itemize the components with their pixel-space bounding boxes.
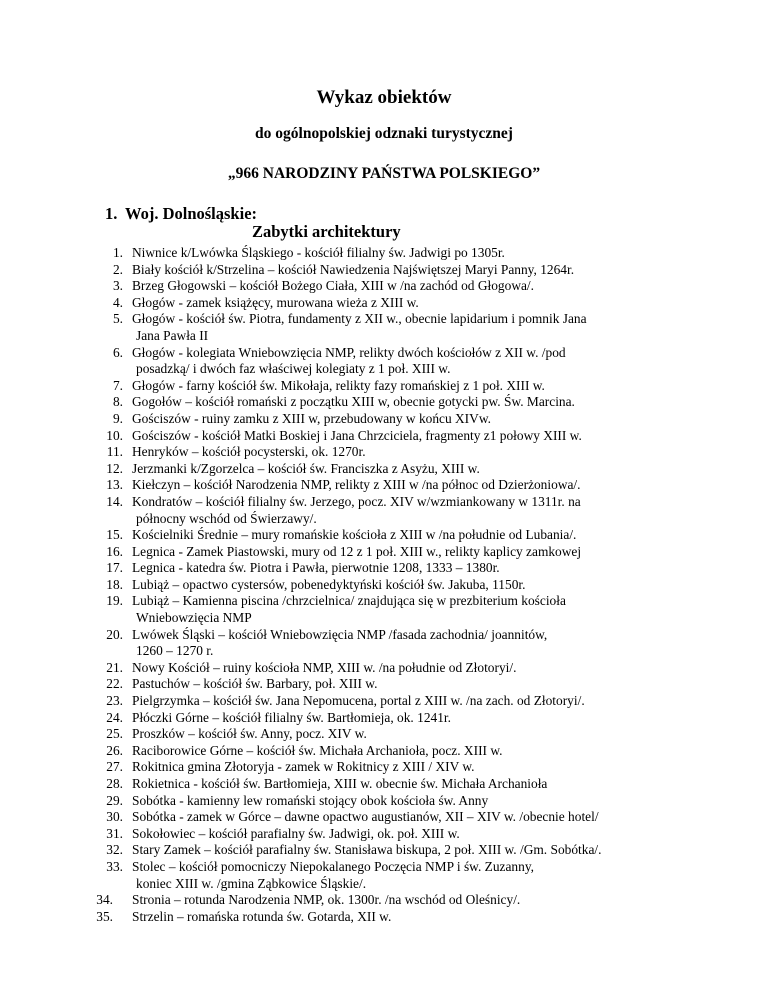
list-item — [0, 278, 768, 295]
list-item-number: 29. — [106, 792, 123, 808]
list-item-line: Sobótka - kamienny lew romański stojący obok kościoła św. Anny — [132, 792, 489, 808]
list-item — [0, 394, 768, 411]
list-item — [0, 577, 768, 594]
list-item-line: Stolec – kościół pomocniczy Niepokalanego Poczęcia NMP i św. Zuzanny, — [132, 858, 534, 874]
document-title: Wykaz obiektów — [316, 87, 452, 108]
list-item-number: 30. — [106, 809, 123, 825]
list-item-text — [132, 544, 732, 561]
list-item — [0, 776, 768, 793]
list-item-line: Kiełczyn – kościół Narodzenia NMP, relikty z XIII w /na północ od Dzierżoniowa/. — [132, 477, 581, 493]
list-item-number: 28. — [106, 776, 123, 791]
badge-name-quote: „966 NARODZINY PAŃSTWA POLSKIEGO” — [227, 165, 541, 182]
list-item-number: 31. — [106, 825, 123, 841]
list-item-line: Głogów - kościół św. Piotra, fundamenty z XII w., obecnie lapidarium i pomnik Jana — [132, 311, 587, 327]
list-item-number: 4. — [112, 294, 123, 310]
list-item-line: Płóczki Górne – kościół filialny św. Bartłomieja, ok. 1241r. — [132, 709, 451, 725]
list-item-line: Niwnice k/Lwówka Śląskiego - kościół filialny św. Jadwigi po 1305r. — [132, 245, 505, 260]
list-item — [0, 809, 768, 826]
list-item-number: 8. — [112, 394, 123, 410]
list-item-line: Raciborowice Górne – kościół św. Michała Archanioła, pocz. XIII w. — [132, 742, 503, 758]
list-item-number: 7. — [112, 377, 123, 393]
list-item-number: 33. — [106, 858, 123, 874]
list-item — [0, 544, 768, 561]
list-item-number: 35. — [96, 908, 113, 924]
list-item-number: 21. — [106, 659, 123, 675]
list-item-number: 18. — [106, 576, 123, 592]
list-item-text — [132, 809, 732, 826]
list-item — [0, 262, 768, 279]
list-item-number: 19. — [106, 593, 123, 609]
list-item — [0, 726, 768, 743]
list-item-text — [132, 627, 732, 660]
list-item-line: Biały kościół k/Strzelina – kościół Nawiedzenia Najświętszej Maryi Panny, 1264r. — [132, 261, 575, 277]
list-item-text — [132, 859, 732, 892]
list-item-line: 1260 – 1270 r. — [136, 643, 214, 659]
list-item-line: koniec XIII w. /gmina Ząbkowice Śląskie/. — [136, 875, 367, 891]
list-item-line: Stronia – rotunda Narodzenia NMP, ok. 1300r. /na wschód od Oleśnicy/. — [132, 892, 521, 908]
list-item-text — [132, 394, 732, 411]
list-item-number: 32. — [106, 842, 123, 858]
list-item-line: Głogów - zamek książęcy, murowana wieża z XIII w. — [132, 294, 419, 310]
list-item-number: 11. — [106, 444, 123, 460]
list-item-text — [132, 892, 732, 909]
list-item — [0, 909, 768, 926]
list-item-text — [132, 726, 732, 743]
list-item-text — [132, 693, 732, 710]
list-item-number: 16. — [106, 543, 123, 559]
list-item — [0, 411, 768, 428]
list-item — [0, 710, 768, 727]
list-item — [0, 676, 768, 693]
list-item-line: Jana Pawła II — [136, 327, 209, 343]
category-heading: Zabytki architektury — [252, 222, 401, 241]
list-item — [0, 660, 768, 677]
list-item-number: 6. — [112, 344, 123, 360]
section-name: Woj. Dolnośląskie: — [125, 204, 258, 223]
list-item-line: Kościelniki Średnie – mury romańskie kościoła z XIII w /na południe od Lubania/. — [132, 527, 577, 543]
list-item-line: północny wschód od Świerzawy/. — [136, 510, 317, 526]
list-item-number: 12. — [106, 460, 123, 476]
list-item — [0, 627, 768, 660]
list-item-number: 25. — [106, 726, 123, 742]
list-item-number: 27. — [106, 759, 123, 775]
list-item-text — [132, 776, 732, 793]
list-item-number: 20. — [106, 626, 123, 642]
list-item-line: Sokołowiec – kościół parafialny św. Jadwigi, ok. poł. XIII w. — [132, 825, 460, 841]
list-item-line: Jerzmanki k/Zgorzelca – kościół św. Franciszka z Asyżu, XIII w. — [132, 460, 480, 476]
list-item-text — [132, 710, 732, 727]
list-item-text — [132, 676, 732, 693]
list-item-line: Strzelin – romańska rotunda św. Gotarda, XII w. — [132, 908, 392, 924]
list-item — [0, 345, 768, 378]
list-item-text — [132, 345, 732, 378]
list-item-line: Głogów - kolegiata Wniebowzięcia NMP, relikty dwóch kościołów z XII w. /pod — [132, 344, 566, 360]
list-item-line: Wniebowzięcia NMP — [136, 610, 252, 626]
list-item-text — [132, 577, 732, 594]
list-item-text — [132, 262, 732, 279]
list-item-number: 3. — [112, 278, 123, 294]
list-item-text — [132, 295, 732, 312]
list-item-line: Sobótka - zamek w Górce – dawne opactwo augustianów, XII – XIV w. /obecnie hotel/ — [132, 809, 599, 825]
list-item-number: 10. — [106, 427, 123, 443]
list-item — [0, 378, 768, 395]
section-heading — [105, 204, 257, 224]
list-item-line: Proszków – kościół św. Anny, pocz. XIV w. — [132, 726, 367, 742]
list-item — [0, 494, 768, 527]
list-item-number: 1. — [112, 245, 123, 260]
list-item-text — [132, 593, 732, 626]
list-item — [0, 428, 768, 445]
list-item-number: 34. — [96, 892, 113, 908]
object-list — [0, 245, 768, 925]
list-item — [0, 759, 768, 776]
list-item-line: Legnica - katedra św. Piotra i Pawła, pierwotnie 1208, 1333 – 1380r. — [132, 560, 500, 576]
list-item — [0, 793, 768, 810]
list-item-line: posadzką/ i dwóch faz właściwej kolegiaty z 1 poł. XIII w. — [136, 361, 451, 377]
list-item-number: 5. — [112, 311, 123, 327]
document-subtitle: do ogólnopolskiej odznaki turystycznej — [255, 125, 513, 142]
list-item — [0, 859, 768, 892]
list-item-text — [132, 311, 732, 344]
list-item-text — [132, 444, 732, 461]
list-item-line: Rokietnica - kościół św. Bartłomieja, XIII w. obecnie św. Michała Archanioła — [132, 776, 548, 791]
list-item-line: Pielgrzymka – kościół św. Jana Nepomucena, portal z XIII w. /na zach. od Złotoryi/. — [132, 693, 585, 709]
list-item-text — [132, 759, 732, 776]
list-item-line: Gościszów - kościół Matki Boskiej i Jana Chrzciciela, fragmenty z1 połowy XIII w. — [132, 427, 582, 443]
list-item-text — [132, 378, 732, 395]
list-item-number: 26. — [106, 742, 123, 758]
list-item-line: Głogów - farny kościół św. Mikołaja, relikty fazy romańskiej z 1 poł. XIII w. — [132, 377, 545, 393]
list-item-line: Gościszów - ruiny zamku z XIII w, przebudowany w końcu XIVw. — [132, 410, 491, 426]
list-item — [0, 560, 768, 577]
list-item — [0, 311, 768, 344]
list-item-line: Rokitnica gmina Złotoryja - zamek w Rokitnicy z XIII / XIV w. — [132, 759, 475, 775]
list-item — [0, 892, 768, 909]
list-item — [0, 826, 768, 843]
list-item-number: 24. — [106, 709, 123, 725]
list-item-line: Pastuchów – kościół św. Barbary, poł. XIII w. — [132, 676, 378, 692]
list-item-text — [132, 428, 732, 445]
list-item-text — [132, 660, 732, 677]
list-item — [0, 743, 768, 760]
list-item-number: 23. — [106, 693, 123, 709]
list-item-number: 2. — [112, 261, 123, 277]
list-item-line: Lubiąż – opactwo cystersów, pobenedyktyński kościół św. Jakuba, 1150r. — [132, 576, 526, 592]
list-item-text — [132, 842, 732, 859]
list-item-text — [132, 909, 732, 926]
list-item-text — [132, 793, 732, 810]
list-item-line: Henryków – kościół pocysterski, ok. 1270r. — [132, 444, 366, 460]
list-item-line: Lubiąż – Kamienna piscina /chrzcielnica/ znajdująca się w prezbiterium kościoła — [132, 593, 566, 609]
list-item-number: 9. — [112, 410, 123, 426]
list-item-number: 15. — [106, 527, 123, 543]
list-item-text — [132, 826, 732, 843]
list-item-text — [132, 278, 732, 295]
list-item-number: 17. — [106, 560, 123, 576]
list-item-text — [132, 461, 732, 478]
list-item-text — [132, 245, 732, 262]
list-item-text — [132, 560, 732, 577]
list-item — [0, 693, 768, 710]
list-item — [0, 444, 768, 461]
list-item-line: Gogołów – kościół romański z początku XIII w, obecnie gotycki pw. Św. Marcina. — [132, 394, 575, 410]
list-item-number: 22. — [106, 676, 123, 692]
list-item-line: Lwówek Śląski – kościół Wniebowzięcia NMP /fasada zachodnia/ joannitów, — [132, 626, 548, 642]
list-item — [0, 461, 768, 478]
list-item-text — [132, 743, 732, 760]
list-item — [0, 477, 768, 494]
list-item — [0, 593, 768, 626]
list-item-text — [132, 477, 732, 494]
list-item-text — [132, 411, 732, 428]
section-number: 1. — [105, 204, 118, 223]
list-item-number: 14. — [106, 493, 123, 509]
list-item-line: Legnica - Zamek Piastowski, mury od 12 z 1 poł. XIII w., relikty kaplicy zamkowej — [132, 543, 582, 559]
list-item-line: Kondratów – kościół filialny św. Jerzego, pocz. XIV w/wzmiankowany w 1311r. na — [132, 493, 581, 509]
list-item — [0, 295, 768, 312]
list-item-text — [132, 494, 732, 527]
list-item-text — [132, 527, 732, 544]
list-item-line: Brzeg Głogowski – kościół Bożego Ciała, XIII w /na zachód od Głogowa/. — [132, 278, 535, 294]
list-item — [0, 527, 768, 544]
list-item — [0, 245, 768, 262]
list-item-number: 13. — [106, 477, 123, 493]
list-item-line: Nowy Kościół – ruiny kościoła NMP, XIII w. /na południe od Złotoryi/. — [132, 659, 517, 675]
list-item — [0, 842, 768, 859]
list-item-line: Stary Zamek – kościół parafialny św. Stanisława biskupa, 2 poł. XIII w. /Gm. Sobótka/. — [132, 842, 602, 858]
